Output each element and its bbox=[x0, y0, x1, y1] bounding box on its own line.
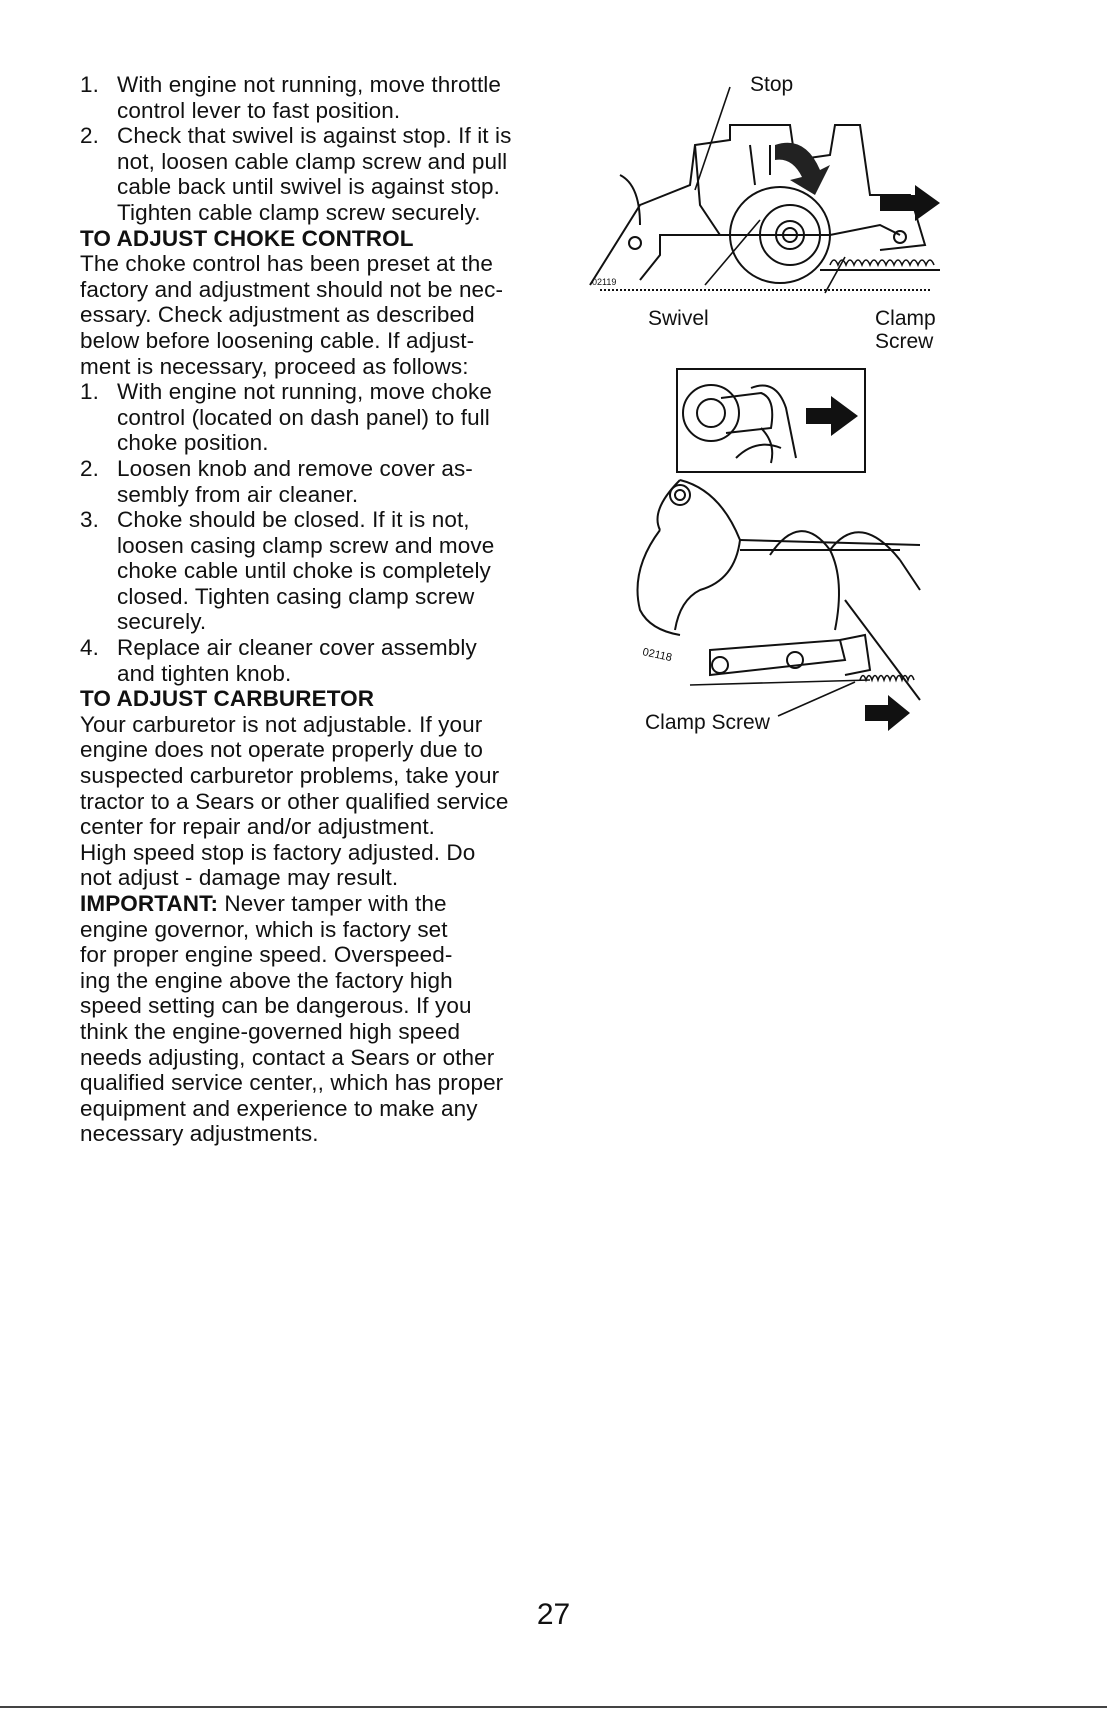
text-line: not adjust - damage may result. bbox=[80, 865, 399, 891]
list-item-number: 4. bbox=[80, 635, 99, 661]
stop-leader-line bbox=[695, 87, 730, 190]
text-line: Tighten cable clamp screw securely. bbox=[117, 199, 481, 225]
carburetor-paragraph bbox=[80, 712, 550, 840]
text-line: engine does not operate properly due to bbox=[80, 737, 483, 763]
list-item bbox=[80, 456, 550, 507]
cable-direction-arrow-icon bbox=[865, 695, 910, 731]
text-line: for proper engine speed. Overspeed- bbox=[80, 942, 453, 968]
page-number: 27 bbox=[536, 1598, 571, 1631]
list-item bbox=[80, 72, 550, 123]
choke-intro bbox=[80, 251, 550, 379]
text-line: securely. bbox=[117, 609, 207, 635]
text-line: control (located on dash panel) to full bbox=[117, 404, 490, 430]
text-line: needs adjusting, contact a Sears or other bbox=[80, 1044, 495, 1070]
text-line: speed setting can be dangerous. If you bbox=[80, 993, 472, 1019]
text-line: tractor to a Sears or other qualified service bbox=[80, 788, 509, 814]
text-line: qualified service center,, which has proper bbox=[80, 1070, 504, 1096]
throttle-steps bbox=[80, 72, 550, 226]
list-item-number: 1. bbox=[80, 72, 99, 97]
clamp-screw-label: Clamp Screw bbox=[645, 711, 770, 734]
list-item-number: 2. bbox=[80, 455, 99, 481]
text-line: Choke should be closed. If it is not, bbox=[117, 507, 470, 533]
text-line: ment is necessary, proceed as follows: bbox=[80, 353, 469, 379]
figure2-code: 02118 bbox=[641, 646, 674, 665]
instructions-column bbox=[80, 72, 550, 1147]
list-item bbox=[80, 635, 550, 686]
text-line: necessary adjustments. bbox=[80, 1121, 319, 1147]
text-line: Loosen knob and remove cover as- bbox=[117, 455, 473, 481]
text-line: Check that swivel is against stop. If it is bbox=[117, 123, 512, 149]
text-line: The choke control has been preset at the bbox=[80, 251, 494, 277]
text-line: below before loosening cable. If adjust- bbox=[80, 327, 475, 353]
list-item-number: 2. bbox=[80, 123, 99, 149]
list-item bbox=[80, 123, 550, 225]
text-line: choke position. bbox=[117, 430, 269, 456]
clamp-leader-line bbox=[825, 257, 845, 293]
list-item bbox=[80, 379, 550, 456]
clamp-label-line2: Screw bbox=[875, 330, 934, 353]
text-line: Replace air cleaner cover assembly bbox=[117, 635, 477, 661]
throttle-linkage-drawing bbox=[580, 85, 960, 315]
text-line: not, loosen cable clamp screw and pull bbox=[117, 148, 508, 174]
text-line: ing the engine above the factory high bbox=[80, 967, 453, 993]
text-line: and tighten knob. bbox=[117, 660, 292, 686]
bottom-rule bbox=[0, 1706, 1107, 1708]
text-line bbox=[80, 891, 550, 917]
list-item-number: 3. bbox=[80, 507, 99, 533]
text-line: Your carburetor is not adjustable. If your bbox=[80, 711, 483, 737]
choke-heading: TO ADJUST CHOKE CONTROL bbox=[80, 225, 414, 251]
swivel-label: Swivel bbox=[648, 307, 709, 330]
text-line: sembly from air cleaner. bbox=[117, 481, 359, 507]
text-line: With engine not running, move throttle bbox=[117, 72, 502, 97]
text-line: suspected carburetor problems, take your bbox=[80, 763, 500, 789]
text-line: factory and adjustment should not be nec- bbox=[80, 276, 504, 302]
choke-linkage-drawing bbox=[630, 470, 930, 730]
stop-label: Stop bbox=[750, 73, 794, 96]
text-line: High speed stop is factory adjusted. Do bbox=[80, 839, 476, 865]
list-item-number: 1. bbox=[80, 379, 99, 405]
direction-arrow-icon bbox=[880, 185, 940, 221]
text-line: center for repair and/or adjustment. bbox=[80, 814, 436, 840]
text-line: essary. Check adjustment as described bbox=[80, 302, 475, 328]
clamp-label-line1: Clamp bbox=[875, 307, 936, 330]
clamp-screw-leader-line bbox=[778, 682, 855, 716]
text-line: With engine not running, move choke bbox=[117, 379, 492, 405]
text-line: loosen casing clamp screw and move bbox=[117, 532, 495, 558]
list-item bbox=[80, 507, 550, 635]
important-text: Never tamper with the bbox=[218, 891, 447, 916]
text-line: cable back until swivel is against stop. bbox=[117, 174, 500, 200]
carburetor-heading: TO ADJUST CARBURETOR bbox=[80, 686, 375, 712]
text-line: closed. Tighten casing clamp screw bbox=[117, 583, 475, 609]
important-label: IMPORTANT: bbox=[80, 891, 219, 916]
choke-steps bbox=[80, 379, 550, 686]
text-line: equipment and experience to make any bbox=[80, 1095, 478, 1121]
text-line: engine governor, which is factory set bbox=[80, 916, 448, 942]
important-paragraph bbox=[80, 891, 550, 1147]
choke-knob-inset bbox=[676, 368, 866, 473]
high-speed-stop-paragraph bbox=[80, 840, 550, 891]
text-line: choke cable until choke is completely bbox=[117, 558, 491, 584]
figure1-code: 02119 bbox=[592, 277, 617, 287]
text-line: control lever to fast position. bbox=[117, 97, 401, 123]
text-line: think the engine-governed high speed bbox=[80, 1018, 461, 1044]
